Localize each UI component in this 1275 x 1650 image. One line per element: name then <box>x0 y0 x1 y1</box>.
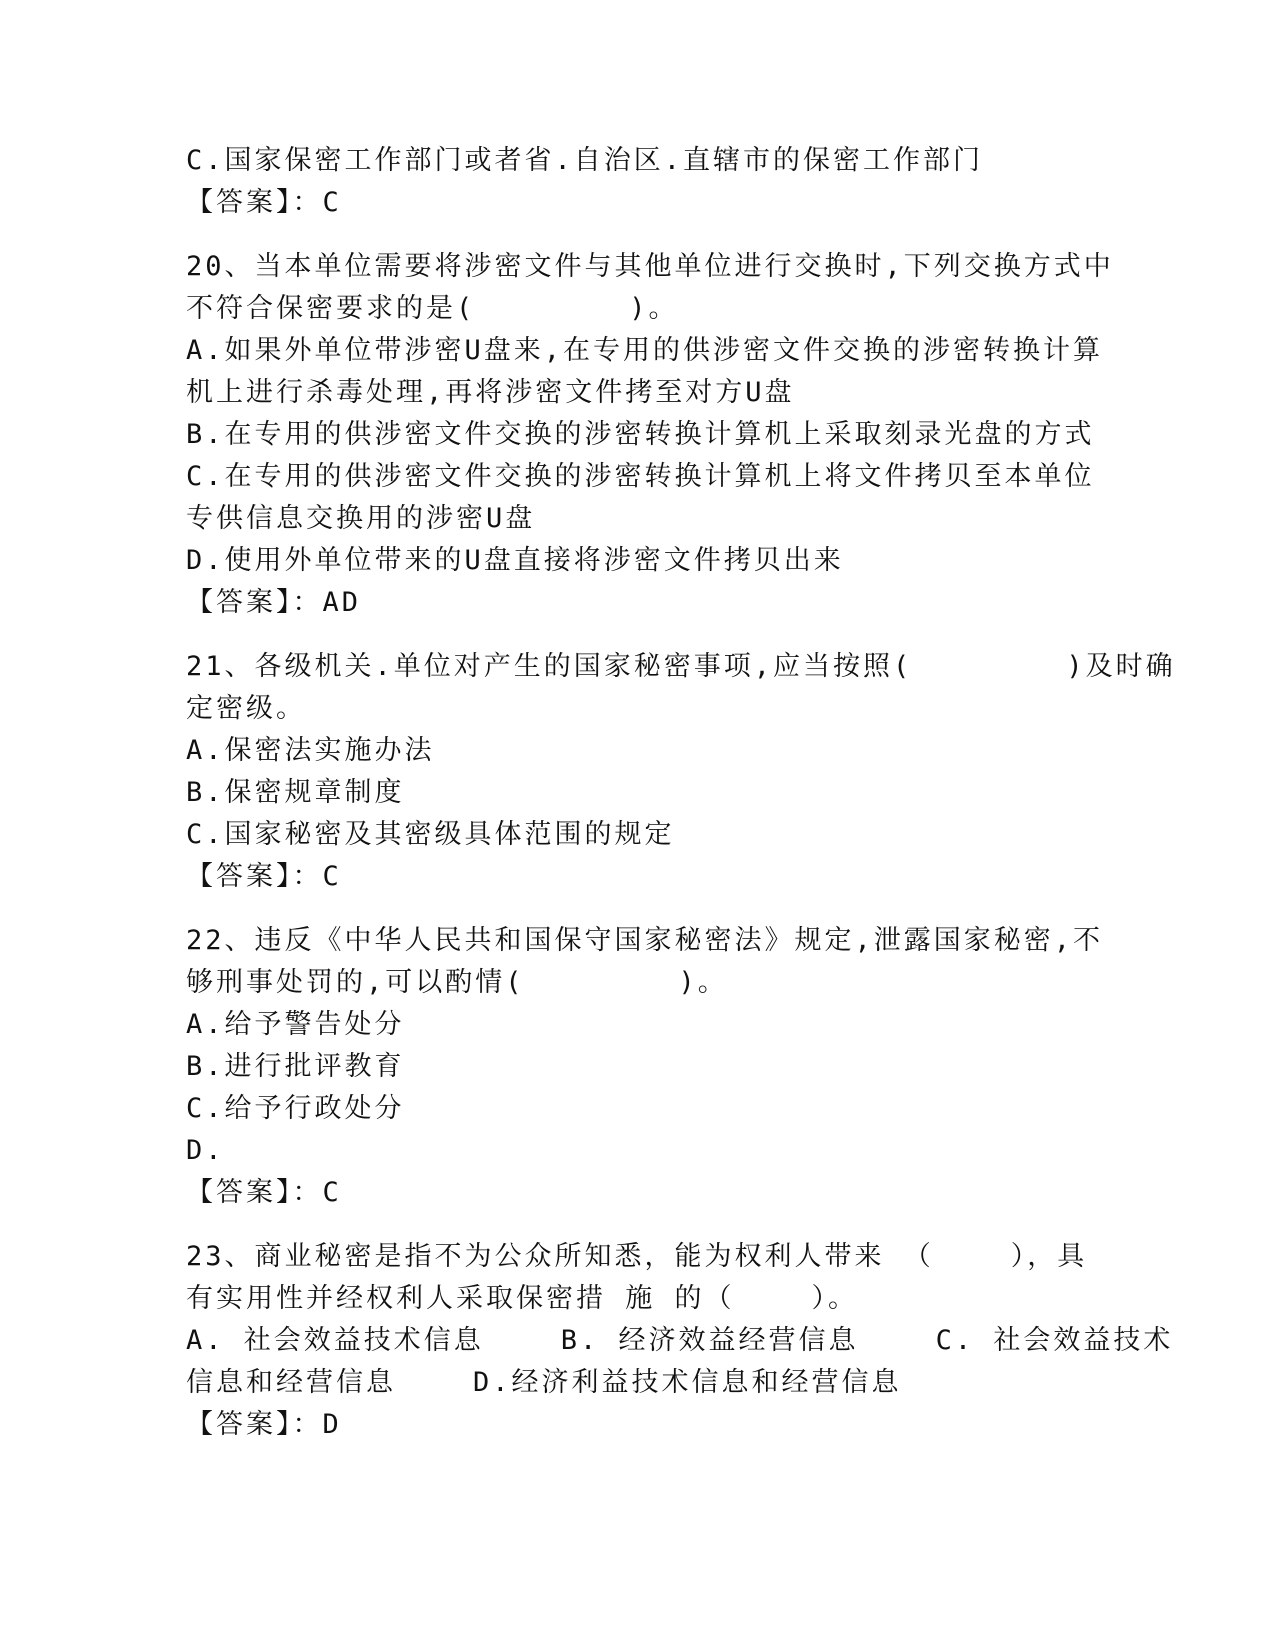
option-text: B.保密规章制度 <box>186 777 405 808</box>
option-text: A.如果外单位带涉密U盘来,在专用的供涉密文件交换的涉密转换计算 <box>186 335 1104 366</box>
question-stem: 不符合保密要求的是( )。 <box>186 293 679 324</box>
question-23 <box>186 1236 1174 1446</box>
option-text: B.在专用的供涉密文件交换的涉密转换计算机上采取刻录光盘的方式 <box>186 419 1095 450</box>
option-text: D. <box>186 1135 225 1166</box>
question-stem: 20、当本单位需要将涉密文件与其他单位进行交换时,下列交换方式中 <box>186 251 1114 282</box>
answer-text: 【答案】：C <box>186 861 342 892</box>
option-text: D.使用外单位带来的U盘直接将涉密文件拷贝出来 <box>186 545 844 576</box>
question-20 <box>186 246 1114 624</box>
option-text: B.进行批评教育 <box>186 1051 405 1082</box>
option-text: 信息和经营信息 D.经济利益技术信息和经营信息 <box>186 1367 902 1398</box>
option-text: C.国家秘密及其密级具体范围的规定 <box>186 819 675 850</box>
document-content <box>186 140 1176 1446</box>
question-stem: 21、各级机关.单位对产生的国家秘密事项,应当按照( )及时确 <box>186 651 1176 682</box>
answer-text: 【答案】：C <box>186 187 342 218</box>
question-stem: 22、违反《中华人民共和国保守国家秘密法》规定,泄露国家秘密,不 <box>186 925 1104 956</box>
option-text: 机上进行杀毒处理,再将涉密文件拷至对方U盘 <box>186 377 795 408</box>
option-text: A.给予警告处分 <box>186 1009 405 1040</box>
answer-text: 【答案】：D <box>186 1409 342 1440</box>
option-text: A. 社会效益技术信息 B. 经济效益经营信息 C. 社会效益技术 <box>186 1325 1174 1356</box>
question-stem: 够刑事处罚的,可以酌情( )。 <box>186 967 728 998</box>
option-text: A.保密法实施办法 <box>186 735 435 766</box>
answer-text: 【答案】：AD <box>186 587 362 618</box>
option-text: 专供信息交换用的涉密U盘 <box>186 503 536 534</box>
option-c-text: C.国家保密工作部门或者省.自治区.直辖市的保密工作部门 <box>186 145 984 176</box>
question-21 <box>186 646 1176 898</box>
option-text: C.给予行政处分 <box>186 1093 405 1124</box>
question-22 <box>186 920 1104 1214</box>
option-text: C.在专用的供涉密文件交换的涉密转换计算机上将文件拷贝至本单位 <box>186 461 1095 492</box>
answer-text: 【答案】：C <box>186 1177 342 1208</box>
question-stem: 有实用性并经权利人采取保密措 施 的（ ）。 <box>186 1283 859 1314</box>
question-stem: 23、商业秘密是指不为公众所知悉，能为权利人带来 （ ），具 <box>186 1241 1088 1272</box>
question-stem: 定密级。 <box>186 693 306 724</box>
